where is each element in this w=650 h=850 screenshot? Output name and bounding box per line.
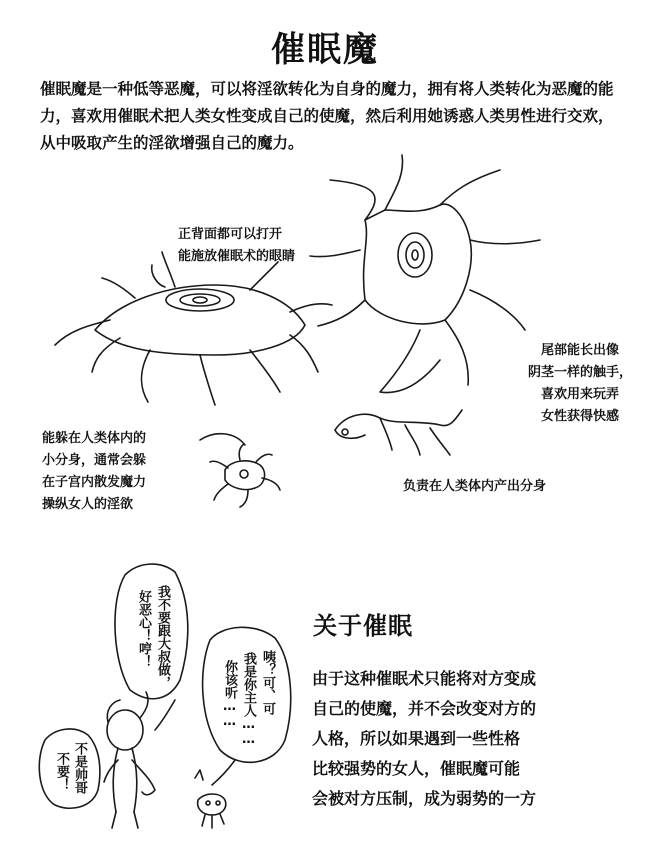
eyes-annotation <box>178 224 295 268</box>
about-line: 人格，所以如果遇到一些性格 <box>312 729 521 748</box>
girl-top-bubble-line: 我不要跟大叔做， <box>155 585 170 689</box>
star-creature-drawing <box>310 155 540 393</box>
tail-annotation <box>520 340 640 428</box>
girl-top-bubble-outline <box>115 564 188 699</box>
clone-annotation <box>42 428 146 516</box>
tail-annotation-line: 尾部能长出像 <box>540 343 619 358</box>
demon-bubble-line: 我是你主人…… <box>241 652 256 747</box>
tail-creature-drawing <box>335 410 462 455</box>
about-line: 会被对方压制，成为弱势的一方 <box>312 789 537 808</box>
clone-annotation-line: 小分身，通常会躲 <box>42 453 147 468</box>
about-heading: 关于催眠 <box>313 612 413 640</box>
demon-bubble-line: 咦？可、可 <box>260 650 275 715</box>
page-title: 催眠魔 <box>271 30 379 70</box>
demon-bubble-line: 你该听…… <box>222 660 237 729</box>
clone-annotation-line: 操纵女人的淫欲 <box>42 497 134 512</box>
girl-top-bubble-line: 好恶心！哼！ <box>136 590 151 668</box>
clone-annotation-line: 在子宫内散发魔力 <box>42 475 147 490</box>
about-line: 自己的使魔，并不会改变对方的 <box>312 699 537 718</box>
girl-bottom-bubble-line: 不要！ <box>54 752 69 791</box>
eyes-annotation-line: 能施放催眠术的眼睛 <box>178 249 296 264</box>
flat-creature-drawing <box>55 252 332 405</box>
clone-annotation-line: 能躲在人类体内的 <box>42 431 147 446</box>
small-demon-drawing <box>195 770 226 828</box>
about-paragraph <box>312 664 632 814</box>
about-line: 由于这种催眠术只能将对方变成 <box>312 669 537 688</box>
intro-paragraph: 催眠魔是一种低等恶魔，可以将淫欲转化为自身的魔力，拥有将人类转化为恶魔的能力，喜欢用催眠术把人类女性变成自己的使魔，然后利用她诱惑人类男性进行交欢，从中吸取产生的淫欲增强自己的魔力。 <box>40 80 614 152</box>
girl-bottom-bubble-line: 不是帅哥 <box>72 742 87 794</box>
eyes-annotation-line: 正背面都可以打开 <box>178 227 283 242</box>
small-clone-drawing <box>210 444 280 507</box>
tail-annotation-line: 阴茎一样的触手， <box>527 365 632 380</box>
tail-annotation-line: 喜欢用来玩弄 <box>540 387 619 402</box>
girl-bottom-bubble-outline <box>39 729 100 808</box>
girl-figure-drawing <box>104 692 155 828</box>
tail-annotation-line: 女性获得快感 <box>540 409 619 424</box>
spawn-annotation: 负责在人类体内产出分身 <box>403 479 547 494</box>
about-line: 比较强势的女人，催眠魔可能 <box>312 759 521 778</box>
